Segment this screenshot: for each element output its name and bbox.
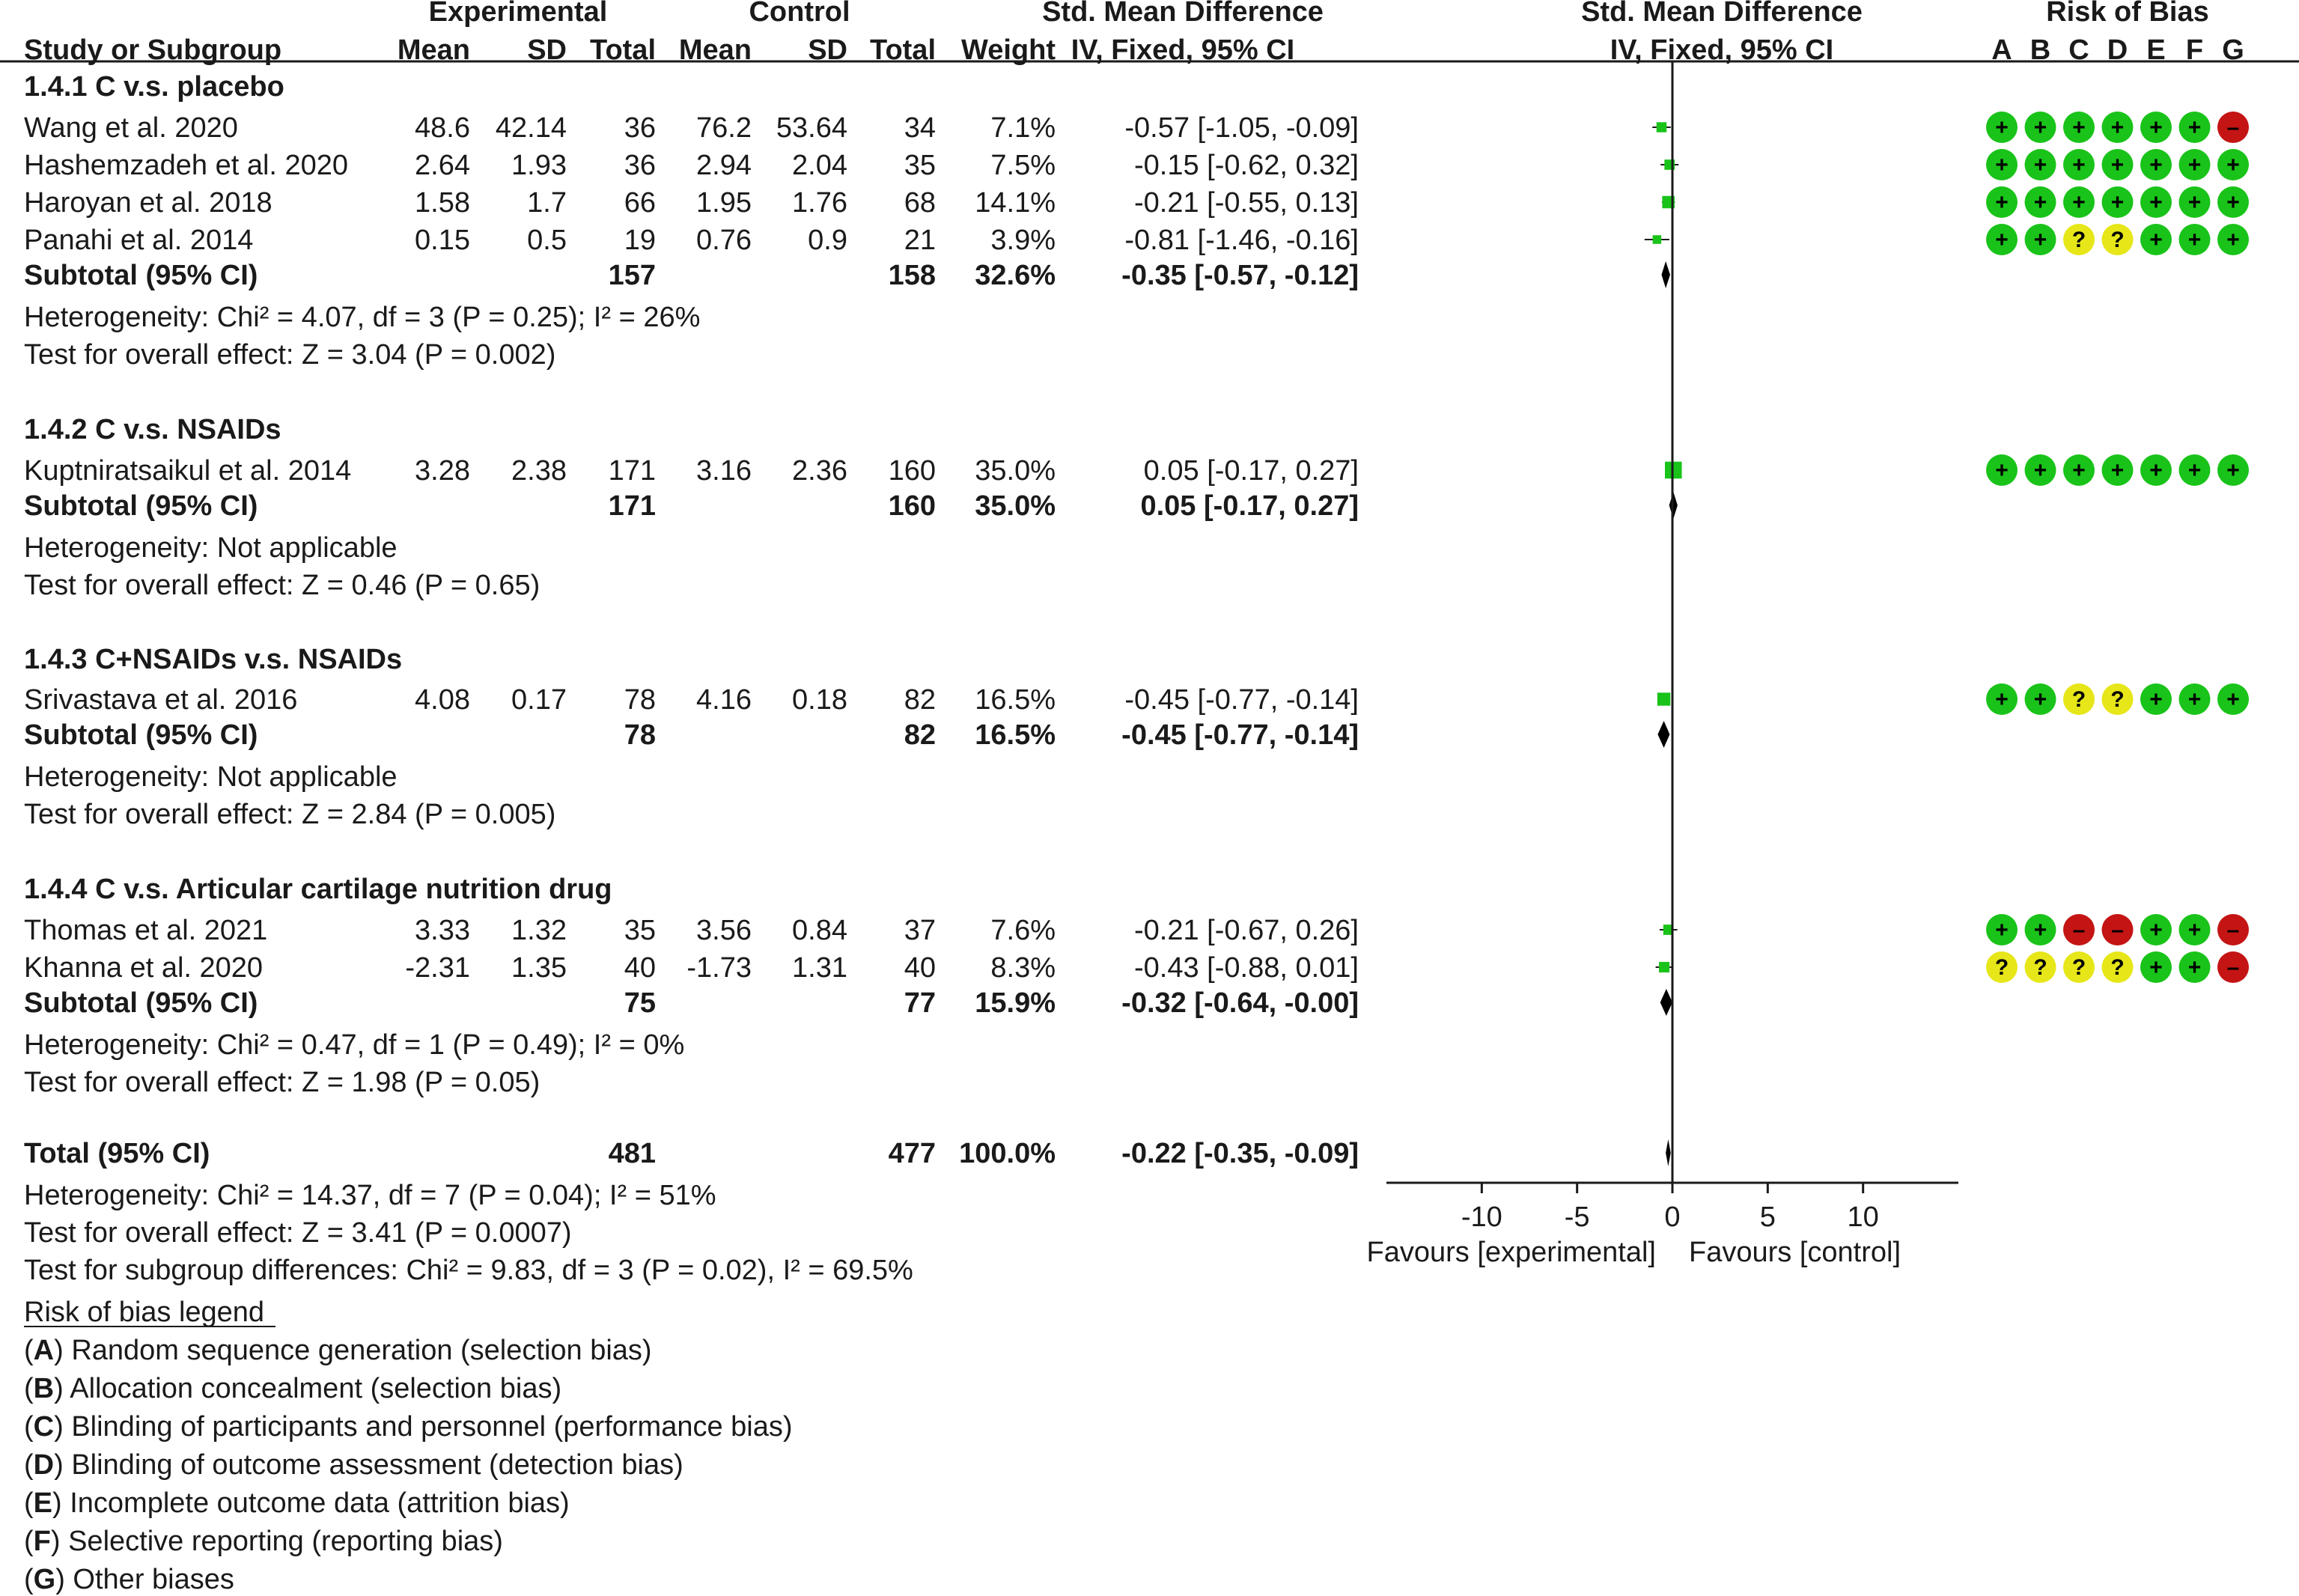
- study-4-2-ctl-total: 40: [904, 952, 936, 984]
- study-4-1-bias-G-symbol: –: [2226, 918, 2240, 942]
- study-4-2-ci: -0.43 [-0.88, 0.01]: [1134, 952, 1359, 984]
- legend-item-D: (D) Blinding of outcome assessment (detection bias): [24, 1449, 683, 1481]
- study-1-2-bias-D-symbol: +: [2110, 153, 2125, 177]
- study-1-4-square: [1653, 235, 1662, 244]
- study-4-1-ctl-sd: 0.84: [792, 915, 847, 946]
- subtotal-1-ctl-total: 158: [888, 260, 936, 291]
- study-or-subgroup-header: Study or Subgroup: [24, 34, 282, 66]
- study-4-2-bias-F-symbol: +: [2187, 955, 2202, 980]
- study-1-4-exp-total: 19: [624, 225, 656, 256]
- study-1-2-exp-mean: 2.64: [415, 150, 470, 181]
- study-3-1-ctl-sd: 0.18: [792, 684, 847, 716]
- bias-letter-B: B: [2029, 34, 2051, 66]
- subgroup-differences: Test for subgroup differences: Chi² = 9.83, df = 3 (P = 0.02), I² = 69.5%: [24, 1255, 913, 1286]
- study-1-4-ctl-total: 21: [904, 225, 936, 256]
- study-2-1-bias-G-symbol: +: [2226, 458, 2240, 483]
- study-1-4-exp-sd: 0.5: [527, 225, 567, 256]
- study-4-2-weight: 8.3%: [990, 952, 1056, 984]
- legend-item-F: (F) Selective reporting (reporting bias): [24, 1526, 503, 1557]
- study-3-1-bias-E-symbol: +: [2149, 687, 2163, 712]
- study-2-1-ctl-mean: 3.16: [696, 455, 752, 487]
- study-1-2-weight: 7.5%: [990, 150, 1056, 181]
- legend-item-C: (C) Blinding of participants and personnel (performance bias): [24, 1411, 793, 1443]
- study-1-1-ctl-mean: 76.2: [696, 112, 752, 144]
- study-3-1-bias-D-symbol: ?: [2110, 687, 2125, 712]
- study-2-1-bias-F-symbol: +: [2187, 458, 2202, 483]
- subtotal-3-diamond: [1657, 721, 1669, 748]
- study-4-1-exp-total: 35: [624, 915, 656, 946]
- study-3-1-bias-A-symbol: +: [1995, 687, 2009, 712]
- study-1-1-bias-A-symbol: +: [1995, 115, 2009, 140]
- bias-letter-E: E: [2146, 34, 2166, 66]
- study-1-2-exp-sd: 1.93: [511, 150, 567, 181]
- study-1-3-ci: -0.21 [-0.55, 0.13]: [1134, 187, 1359, 219]
- study-1-3-bias-G-symbol: +: [2226, 190, 2240, 215]
- study-4-2-exp-total: 40: [624, 952, 656, 984]
- study-4-2-bias-G-symbol: –: [2226, 955, 2240, 980]
- study-1-3-bias-C-symbol: +: [2072, 190, 2086, 215]
- risk-of-bias-header: Risk of Bias: [2046, 0, 2209, 28]
- subtotal-1-label: Subtotal (95% CI): [24, 260, 258, 291]
- total-diamond: [1666, 1139, 1671, 1166]
- study-4-1-bias-A-symbol: +: [1995, 918, 2009, 942]
- x-tick-label-4: 10: [1847, 1201, 1879, 1233]
- study-1-4-exp-mean: 0.15: [415, 225, 470, 256]
- study-4-2-ctl-mean: -1.73: [686, 952, 752, 984]
- subtotal-1-ci: -0.35 [-0.57, -0.12]: [1121, 260, 1359, 291]
- subtotal-1-heterogeneity: Heterogeneity: Chi² = 4.07, df = 3 (P = 0.25); I² = 26%: [24, 302, 701, 333]
- study-4-1-ci: -0.21 [-0.67, 0.26]: [1134, 915, 1359, 946]
- study-1-3-exp-sd: 1.7: [527, 187, 567, 219]
- study-1-2-name: Hashemzadeh et al. 2020: [24, 150, 349, 181]
- subgroup-title-1: 1.4.1 C v.s. placebo: [24, 71, 284, 103]
- total-weight: 100.0%: [959, 1138, 1056, 1169]
- smd-method-header-plot: IV, Fixed, 95% CI: [1610, 34, 1834, 66]
- study-1-2-bias-C-symbol: +: [2072, 153, 2086, 177]
- study-1-1-ci: -0.57 [-1.05, -0.09]: [1124, 112, 1359, 144]
- study-4-1-ctl-mean: 3.56: [696, 915, 752, 946]
- subtotal-3-heterogeneity: Heterogeneity: Not applicable: [24, 761, 398, 793]
- study-1-2-bias-F-symbol: +: [2187, 153, 2202, 177]
- ctl-mean-header: Mean: [678, 34, 752, 66]
- study-1-3-bias-E-symbol: +: [2149, 190, 2163, 215]
- study-2-1-ctl-sd: 2.36: [792, 455, 847, 487]
- bias-letter-D: D: [2107, 34, 2128, 66]
- study-4-1-bias-B-symbol: +: [2033, 918, 2047, 942]
- study-1-3-bias-F-symbol: +: [2187, 190, 2202, 215]
- subtotal-2-exp-total: 171: [608, 490, 656, 522]
- study-3-1-bias-B-symbol: +: [2033, 687, 2047, 712]
- study-1-1-bias-B-symbol: +: [2033, 115, 2047, 140]
- study-4-2-bias-B-symbol: ?: [2033, 955, 2047, 980]
- study-4-1-exp-sd: 1.32: [511, 915, 567, 946]
- study-1-2-ctl-sd: 2.04: [792, 150, 847, 181]
- bias-letter-F: F: [2185, 34, 2204, 66]
- study-1-2-ctl-total: 35: [904, 150, 936, 181]
- study-1-3-ctl-sd: 1.76: [792, 187, 847, 219]
- study-1-2-bias-A-symbol: +: [1995, 153, 2009, 177]
- study-3-1-square: [1657, 692, 1670, 705]
- study-1-4-bias-F-symbol: +: [2187, 228, 2202, 252]
- study-1-2-bias-B-symbol: +: [2033, 153, 2047, 177]
- study-1-3-weight: 14.1%: [975, 187, 1056, 219]
- subtotal-4-overall-effect: Test for overall effect: Z = 1.98 (P = 0.05): [24, 1067, 541, 1098]
- subtotal-2-ci: 0.05 [-0.17, 0.27]: [1140, 490, 1359, 522]
- legend-item-A: (A) Random sequence generation (selection bias): [24, 1335, 652, 1366]
- study-2-1-bias-B-symbol: +: [2033, 458, 2047, 483]
- study-4-1-bias-D-symbol: –: [2111, 918, 2124, 942]
- subtotal-1-exp-total: 157: [608, 260, 656, 291]
- study-1-4-name: Panahi et al. 2014: [24, 225, 254, 256]
- study-1-1-exp-total: 36: [624, 112, 656, 144]
- study-2-1-exp-mean: 3.28: [415, 455, 470, 487]
- subtotal-4-diamond: [1660, 989, 1672, 1016]
- study-2-1-exp-total: 171: [608, 455, 656, 487]
- subtotal-3-ctl-total: 82: [904, 719, 936, 751]
- favours-experimental-label: Favours [experimental]: [1366, 1237, 1656, 1268]
- study-1-1-square: [1657, 122, 1666, 132]
- study-2-1-ctl-total: 160: [888, 455, 936, 487]
- study-1-4-weight: 3.9%: [990, 225, 1056, 256]
- study-4-2-bias-A-symbol: ?: [1994, 955, 2009, 980]
- study-4-2-name: Khanna et al. 2020: [24, 952, 264, 984]
- subtotal-2-heterogeneity: Heterogeneity: Not applicable: [24, 532, 398, 564]
- study-1-1-bias-C-symbol: +: [2072, 115, 2086, 140]
- total-ci: -0.22 [-0.35, -0.09]: [1121, 1138, 1359, 1169]
- exp-mean-header: Mean: [397, 34, 470, 66]
- total-label: Total (95% CI): [24, 1138, 210, 1169]
- study-2-1-name: Kuptniratsaikul et al. 2014: [24, 455, 352, 487]
- subtotal-4-ctl-total: 77: [904, 987, 936, 1019]
- study-1-4-ci: -0.81 [-1.46, -0.16]: [1124, 225, 1359, 256]
- exp-sd-header: SD: [527, 34, 567, 66]
- study-4-1-bias-E-symbol: +: [2149, 918, 2163, 942]
- study-1-4-bias-G-symbol: +: [2226, 228, 2240, 252]
- study-1-4-bias-D-symbol: ?: [2110, 228, 2125, 252]
- study-1-3-exp-mean: 1.58: [415, 187, 470, 219]
- subtotal-2-weight: 35.0%: [975, 490, 1056, 522]
- study-1-4-bias-C-symbol: ?: [2071, 228, 2086, 252]
- study-1-4-ctl-sd: 0.9: [808, 225, 847, 256]
- study-1-4-ctl-mean: 0.76: [696, 225, 752, 256]
- subtotal-2-label: Subtotal (95% CI): [24, 490, 258, 522]
- subtotal-1-diamond: [1661, 261, 1669, 288]
- subgroup-title-4: 1.4.4 C v.s. Articular cartilage nutrition drug: [24, 874, 612, 905]
- study-2-1-weight: 35.0%: [975, 455, 1056, 487]
- legend-item-G: (G) Other biases: [24, 1564, 234, 1595]
- subtotal-4-exp-total: 75: [624, 987, 656, 1019]
- study-4-1-bias-C-symbol: –: [2072, 918, 2086, 942]
- study-1-1-bias-F-symbol: +: [2187, 115, 2202, 140]
- ctl-sd-header: SD: [808, 34, 847, 66]
- subgroup-title-3: 1.4.3 C+NSAIDs v.s. NSAIDs: [24, 644, 403, 675]
- study-1-3-bias-D-symbol: +: [2110, 190, 2125, 215]
- study-3-1-ctl-total: 82: [904, 684, 936, 716]
- study-4-1-weight: 7.6%: [990, 915, 1056, 946]
- study-3-1-ctl-mean: 4.16: [696, 684, 752, 716]
- subtotal-3-label: Subtotal (95% CI): [24, 719, 258, 751]
- x-tick-label-3: 5: [1759, 1201, 1776, 1233]
- subtotal-4-heterogeneity: Heterogeneity: Chi² = 0.47, df = 1 (P = 0.49); I² = 0%: [24, 1029, 685, 1061]
- study-1-3-ctl-total: 68: [904, 187, 936, 219]
- study-1-4-bias-E-symbol: +: [2149, 228, 2163, 252]
- subtotal-4-weight: 15.9%: [975, 987, 1056, 1019]
- study-4-1-ctl-total: 37: [904, 915, 936, 946]
- study-1-4-bias-B-symbol: +: [2033, 228, 2047, 252]
- study-4-1-name: Thomas et al. 2021: [24, 915, 268, 946]
- study-3-1-bias-G-symbol: +: [2226, 687, 2240, 712]
- study-4-1-bias-F-symbol: +: [2187, 918, 2202, 942]
- ctl-total-header: Total: [870, 34, 936, 66]
- subtotal-3-ci: -0.45 [-0.77, -0.14]: [1121, 719, 1359, 751]
- study-4-2-bias-D-symbol: ?: [2110, 955, 2125, 980]
- study-1-2-exp-total: 36: [624, 150, 656, 181]
- smd-header-plot: Std. Mean Difference: [1581, 0, 1863, 28]
- control-header: Control: [749, 0, 850, 28]
- bias-letter-A: A: [1991, 34, 2012, 66]
- study-1-2-bias-G-symbol: +: [2226, 153, 2240, 177]
- study-3-1-ci: -0.45 [-0.77, -0.14]: [1124, 684, 1359, 716]
- weight-header: Weight: [961, 34, 1056, 66]
- x-tick-label-2: 0: [1664, 1201, 1681, 1233]
- study-1-2-ctl-mean: 2.94: [696, 150, 752, 181]
- subtotal-3-exp-total: 78: [624, 719, 656, 751]
- total-ctl-total: 477: [888, 1138, 936, 1169]
- study-1-1-ctl-total: 34: [904, 112, 936, 144]
- x-tick-label-1: -5: [1564, 1201, 1590, 1233]
- study-3-1-weight: 16.5%: [975, 684, 1056, 716]
- study-3-1-exp-mean: 4.08: [415, 684, 470, 716]
- study-2-1-ci: 0.05 [-0.17, 0.27]: [1143, 455, 1359, 487]
- study-1-1-exp-sd: 42.14: [495, 112, 567, 144]
- study-4-1-exp-mean: 3.33: [415, 915, 470, 946]
- total-heterogeneity: Heterogeneity: Chi² = 14.37, df = 7 (P = 0.04); I² = 51%: [24, 1180, 716, 1211]
- study-2-1-bias-A-symbol: +: [1995, 458, 2009, 483]
- subtotal-1-weight: 32.6%: [975, 260, 1056, 291]
- subtotal-2-overall-effect: Test for overall effect: Z = 0.46 (P = 0.65): [24, 570, 541, 601]
- study-3-1-exp-sd: 0.17: [511, 684, 567, 716]
- study-1-1-bias-D-symbol: +: [2110, 115, 2125, 140]
- favours-control-label: Favours [control]: [1689, 1237, 1901, 1268]
- study-1-1-weight: 7.1%: [990, 112, 1056, 144]
- subtotal-4-label: Subtotal (95% CI): [24, 987, 258, 1019]
- legend-item-B: (B) Allocation concealment (selection bias): [24, 1373, 562, 1404]
- study-1-1-name: Wang et al. 2020: [24, 112, 238, 144]
- study-1-3-bias-A-symbol: +: [1995, 190, 2009, 215]
- study-4-2-exp-mean: -2.31: [405, 952, 470, 984]
- subtotal-3-overall-effect: Test for overall effect: Z = 2.84 (P = 0.005): [24, 799, 556, 830]
- study-1-2-ci: -0.15 [-0.62, 0.32]: [1134, 150, 1359, 181]
- total-exp-total: 481: [608, 1138, 656, 1169]
- study-2-1-bias-E-symbol: +: [2149, 458, 2163, 483]
- legend-title: Risk of bias legend: [24, 1297, 265, 1328]
- study-1-1-exp-mean: 48.6: [415, 112, 470, 144]
- exp-total-header: Total: [590, 34, 656, 66]
- legend-item-E: (E) Incomplete outcome data (attrition bias): [24, 1487, 570, 1519]
- study-1-3-name: Haroyan et al. 2018: [24, 187, 272, 219]
- experimental-header: Experimental: [428, 0, 608, 28]
- study-3-1-bias-F-symbol: +: [2187, 687, 2202, 712]
- study-4-2-exp-sd: 1.35: [511, 952, 567, 984]
- study-3-1-name: Srivastava et al. 2016: [24, 684, 298, 716]
- smd-header-left: Std. Mean Difference: [1042, 0, 1324, 28]
- subtotal-3-weight: 16.5%: [975, 719, 1056, 751]
- study-3-1-exp-total: 78: [624, 684, 656, 716]
- study-4-2-ctl-sd: 1.31: [792, 952, 847, 984]
- study-4-2-bias-C-symbol: ?: [2071, 955, 2086, 980]
- total-overall-effect: Test for overall effect: Z = 3.41 (P = 0.0007): [24, 1217, 572, 1249]
- subtotal-2-ctl-total: 160: [888, 490, 936, 522]
- study-1-3-exp-total: 66: [624, 187, 656, 219]
- smd-method-header: IV, Fixed, 95% CI: [1071, 34, 1295, 66]
- bias-letter-C: C: [2068, 34, 2089, 66]
- study-2-1-bias-C-symbol: +: [2072, 458, 2086, 483]
- study-4-2-square: [1659, 962, 1669, 972]
- bias-letter-G: G: [2222, 34, 2244, 66]
- subtotal-1-overall-effect: Test for overall effect: Z = 3.04 (P = 0.002): [24, 339, 556, 371]
- subgroup-title-2: 1.4.2 C v.s. NSAIDs: [24, 414, 281, 445]
- study-3-1-bias-C-symbol: ?: [2071, 687, 2086, 712]
- x-tick-label-0: -10: [1461, 1201, 1502, 1233]
- study-1-3-ctl-mean: 1.95: [696, 187, 752, 219]
- study-1-2-bias-E-symbol: +: [2149, 153, 2163, 177]
- study-1-4-bias-A-symbol: +: [1995, 228, 2009, 252]
- study-1-1-bias-G-symbol: –: [2226, 115, 2240, 140]
- study-1-3-bias-B-symbol: +: [2033, 190, 2047, 215]
- study-1-1-ctl-sd: 53.64: [776, 112, 847, 144]
- study-2-1-exp-sd: 2.38: [511, 455, 567, 487]
- study-4-2-bias-E-symbol: +: [2149, 955, 2163, 980]
- study-1-1-bias-E-symbol: +: [2149, 115, 2163, 140]
- subtotal-4-ci: -0.32 [-0.64, -0.00]: [1121, 987, 1359, 1019]
- study-2-1-bias-D-symbol: +: [2110, 458, 2125, 483]
